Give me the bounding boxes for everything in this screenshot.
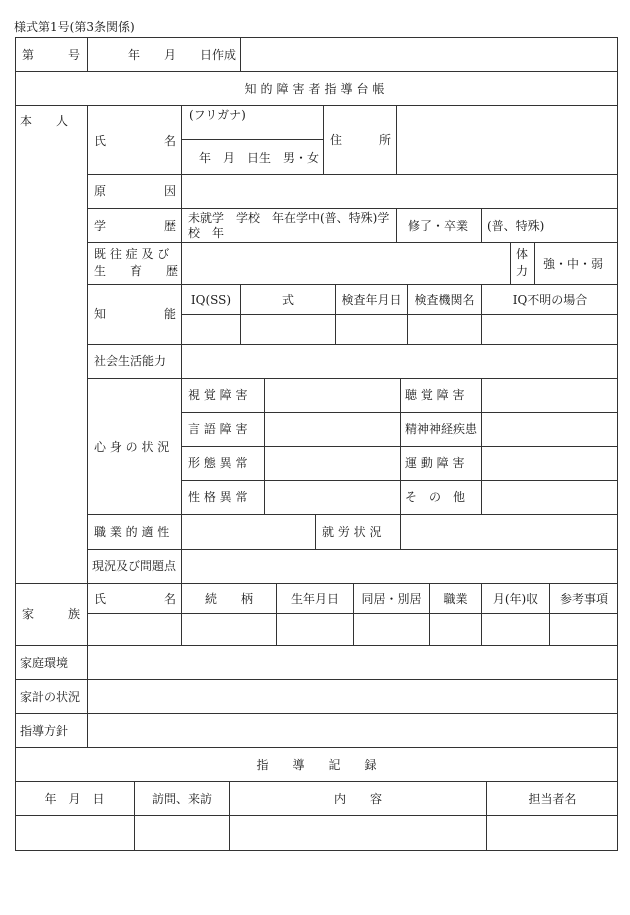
iq-header-test-agency: 検査機関名: [414, 293, 475, 307]
edu-label-2: 歴: [164, 219, 177, 233]
issues-label: 現況及び問題点: [92, 559, 177, 573]
family-header-relation: 続 柄: [204, 592, 253, 606]
employment-label: 就 労 状 況: [322, 525, 382, 539]
school-type-label: (普、特殊): [487, 219, 545, 233]
guidance-record-title: 指 導 記 録: [256, 758, 377, 772]
edu-label-1: 学: [94, 219, 107, 233]
family-header-income: 月(年)収: [492, 592, 539, 606]
family-label-2: 族: [68, 607, 81, 621]
social-ability-label: 社会生活能力: [94, 354, 167, 368]
intel-label-2: 能: [164, 307, 177, 321]
family-header-birthdate: 生年月日: [290, 592, 339, 606]
address-label-2: 所: [379, 133, 392, 147]
family-name-1: 氏: [94, 592, 107, 606]
edu-text-2: 校 年: [188, 226, 225, 240]
address-label-1: 住: [330, 133, 343, 147]
person-label: 本 人: [20, 114, 69, 128]
condition-visual: 視 覚 障 害: [188, 388, 248, 402]
intel-label-1: 知: [94, 307, 107, 321]
number-go: 号: [68, 48, 81, 62]
family-name-2: 名: [164, 592, 177, 606]
birth-label: 年 月 日生 男・女: [199, 151, 320, 165]
record-header-content: 内 容: [333, 792, 382, 806]
cause-label-1: 原: [94, 184, 107, 198]
furigana-label: (フリガナ): [189, 108, 246, 122]
iq-header-test-date: 検査年月日: [341, 293, 402, 307]
ledger-title: 知的障害者指導台帳: [244, 82, 389, 96]
edu-text-1: 未就学 学校 年在学中(普、特殊)学: [188, 211, 390, 225]
iq-header-unknown: IQ不明の場合: [512, 293, 588, 307]
stamina-label-1: 体: [516, 247, 529, 261]
condition-other: そ の 他: [405, 490, 466, 504]
name-label-2: 名: [164, 134, 177, 148]
record-header-staff: 担当者名: [528, 792, 577, 806]
cause-label-2: 因: [164, 184, 177, 198]
number-dai: 第: [22, 48, 35, 62]
date-created: 年 月 日作成: [128, 48, 237, 62]
graduated-label: 修了・卒業: [408, 219, 469, 233]
guidance-policy-label: 指導方針: [20, 724, 69, 738]
stamina-options: 強・中・弱: [543, 257, 604, 271]
vocational-label: 職 業 的 適 性: [94, 525, 170, 539]
record-header-date: 年 月 日: [44, 792, 105, 806]
condition-morphology: 形 態 異 常: [188, 456, 248, 470]
condition-hearing: 聴 覚 障 害: [405, 388, 465, 402]
name-label-1: 氏: [94, 134, 107, 148]
condition-motor: 運 動 障 害: [405, 456, 465, 470]
mind-body-label: 心 身 の 状 況: [94, 440, 170, 454]
history-label-2: 生 育 歴: [94, 264, 179, 278]
household-finance-label: 家計の状況: [20, 690, 81, 704]
condition-personality: 性 格 異 常: [188, 490, 248, 504]
family-header-occupation: 職業: [443, 592, 468, 606]
family-header-residence: 同居・別居: [361, 592, 422, 606]
iq-header-iq: IQ(SS): [190, 292, 232, 307]
record-header-visit: 訪問、来訪: [151, 792, 212, 806]
history-label-1: 既 往 症 及 び: [94, 247, 170, 261]
stamina-label-2: 力: [516, 264, 529, 278]
home-env-label: 家庭環境: [20, 656, 69, 670]
family-label-1: 家: [22, 607, 35, 621]
condition-speech: 言 語 障 害: [188, 422, 248, 436]
iq-header-formula: 式: [281, 293, 294, 307]
family-header-notes: 参考事項: [559, 592, 608, 606]
condition-neuro: 精神神経疾患: [405, 422, 478, 436]
form-number: 様式第1号(第3条関係): [14, 20, 135, 34]
